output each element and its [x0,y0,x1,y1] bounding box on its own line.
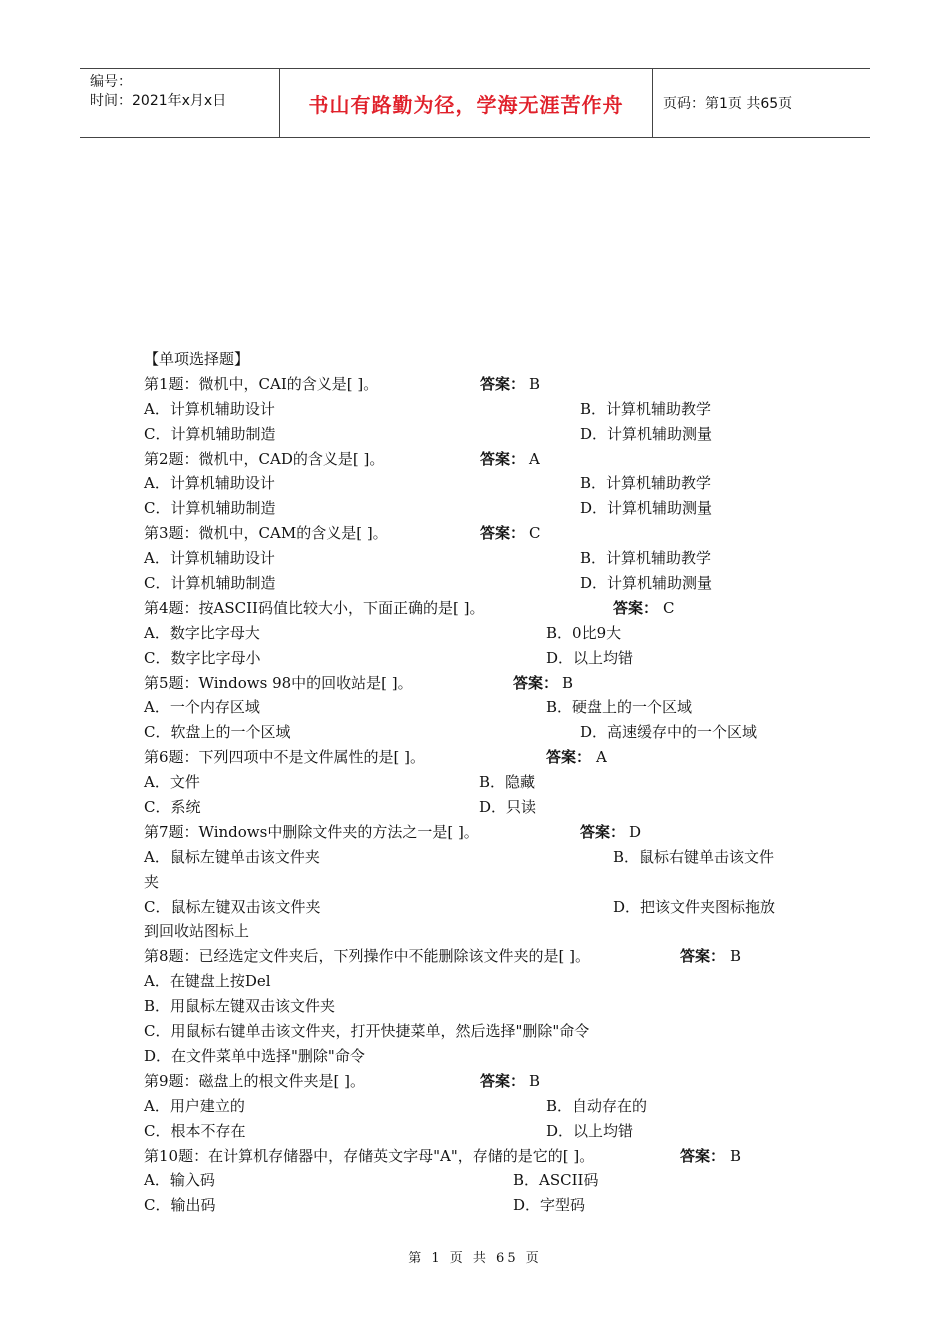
option-d: D．计算机辅助测量 [580,499,713,518]
header-page-info: 页码：第1页 共65页 [663,96,793,112]
option-d: D．以上均错 [546,1121,634,1140]
option-c: C．计算机辅助制造 [144,574,276,593]
page-footer: 第 1 页 共 65 页 [408,1251,542,1266]
question-stem: 第4题：按ASCII码值比较大小，下面正确的是[ ]。 [144,598,485,617]
option-c: C．计算机辅助制造 [144,499,276,518]
answer-label: 答案： [680,947,726,966]
option-d: D．字型码 [513,1196,586,1215]
answer-label: 答案： [580,822,626,841]
option-c: C．输出码 [144,1196,216,1215]
option-a: A．在键盘上按Del [144,972,271,991]
option-row [144,1168,824,1193]
option-a: A．数字比字母大 [144,623,260,642]
option-row [144,1094,824,1119]
option-a: A．计算机辅助设计 [144,474,275,493]
answer-value: B [730,1146,742,1165]
option-row [144,546,824,571]
option-a: A．计算机辅助设计 [144,549,275,568]
option-b: B．自动存在的 [546,1096,648,1115]
option-b: B．鼠标右键单击该文件 [613,847,775,866]
answer-label: 答案： [546,748,592,767]
option-b: B．ASCII码 [513,1171,599,1190]
option-a: A．计算机辅助设计 [144,399,275,418]
option-continuation: 夹 [144,872,160,891]
option-row [144,895,824,920]
answer-label: 答案： [480,1071,526,1090]
option-row [144,695,824,720]
answer-label: 答案： [680,1146,726,1165]
option-d: D．把该文件夹图标拖放 [613,897,776,916]
question-stem: 第9题：磁盘上的根文件夹是[ ]。 [144,1071,366,1090]
option-c: C．鼠标左键双击该文件夹 [144,897,321,916]
option-c: C．用鼠标右键单击该文件夹，打开快捷菜单，然后选择"删除"命令 [144,1022,590,1041]
option-b: B．硬盘上的一个区域 [546,698,693,717]
option-row [144,845,824,870]
answer-value: B [730,947,742,966]
question-4-stem [144,596,824,621]
option-c: C．数字比字母小 [144,648,261,667]
document-number-label: 编号： [90,74,132,90]
answer-value: C [663,598,675,617]
option-a: A．文件 [144,773,200,792]
answer-value: C [529,524,541,543]
option-row [144,496,824,521]
question-stem: 第10题：在计算机存储器中，存储英文字母"A"，存储的是它的[ ]。 [144,1146,595,1165]
option-row [144,422,824,447]
option-a: A．用户建立的 [144,1096,245,1115]
option-row [144,1193,824,1218]
question-3-stem [144,521,824,546]
option-d: D．只读 [479,798,537,817]
question-6-stem [144,745,824,770]
question-10-stem [144,1144,824,1169]
page-header [80,68,870,138]
option-continuation: 到回收站图标上 [144,922,250,941]
option-c: C．系统 [144,798,201,817]
option-b: B．隐藏 [479,773,536,792]
option-row [144,471,824,496]
option-row [144,571,824,596]
option-row [144,1119,824,1144]
document-date-label: 时间：2021年x月x日 [90,93,227,109]
option-d: D．以上均错 [546,648,634,667]
question-stem: 第3题：微机中，CAM的含义是[ ]。 [144,524,388,543]
option-b: B．0比9大 [546,623,622,642]
question-5-stem [144,671,824,696]
question-8-stem [144,944,824,969]
question-stem: 第2题：微机中，CAD的含义是[ ]。 [144,449,385,468]
answer-label: 答案： [480,374,526,393]
option-row [144,621,824,646]
option-a: A．输入码 [144,1171,215,1190]
option-d: D．计算机辅助测量 [580,424,713,443]
option-c: C．计算机辅助制造 [144,424,276,443]
answer-label: 答案： [613,598,659,617]
question-2-stem [144,447,824,472]
question-7-stem [144,820,824,845]
header-left-cell [80,69,280,137]
question-stem: 第5题：Windows 98中的回收站是[ ]。 [144,673,413,692]
answer-value: B [562,673,574,692]
header-motto: 书山有路勤为径，学海无涯苦作舟 [280,69,653,137]
option-row [144,397,824,422]
option-d: D．高速缓存中的一个区域 [580,723,758,742]
answer-label: 答案： [480,524,526,543]
option-row [144,770,824,795]
option-d: D．在文件菜单中选择"删除"命令 [144,1046,365,1065]
question-1-stem [144,372,824,397]
question-9-stem [144,1069,824,1094]
question-list [144,347,824,1218]
option-b: B．计算机辅助教学 [580,549,712,568]
option-row [144,720,824,745]
question-stem: 第7题：Windows中删除文件夹的方法之一是[ ]。 [144,822,479,841]
answer-value: A [596,748,607,767]
option-b: B．计算机辅助教学 [580,399,712,418]
answer-value: B [529,374,541,393]
section-title: 【单项选择题】 [144,350,250,368]
answer-value: B [529,1071,541,1090]
option-row [144,646,824,671]
option-row [144,795,824,820]
answer-value: A [529,449,540,468]
question-stem: 第1题：微机中，CAI的含义是[ ]。 [144,374,379,393]
option-a: A．鼠标左键单击该文件夹 [144,847,320,866]
option-a: A．一个内存区域 [144,698,260,717]
option-b: B．用鼠标左键双击该文件夹 [144,997,336,1016]
answer-label: 答案： [513,673,559,692]
answer-label: 答案： [480,449,526,468]
option-c: C．根本不存在 [144,1121,246,1140]
question-stem: 第8题：已经选定文件夹后，下列操作中不能删除该文件夹的是[ ]。 [144,947,591,966]
answer-value: D [629,822,642,841]
option-b: B．计算机辅助教学 [580,474,712,493]
option-c: C．软盘上的一个区域 [144,723,291,742]
question-stem: 第6题：下列四项中不是文件属性的是[ ]。 [144,748,426,767]
option-d: D．计算机辅助测量 [580,574,713,593]
